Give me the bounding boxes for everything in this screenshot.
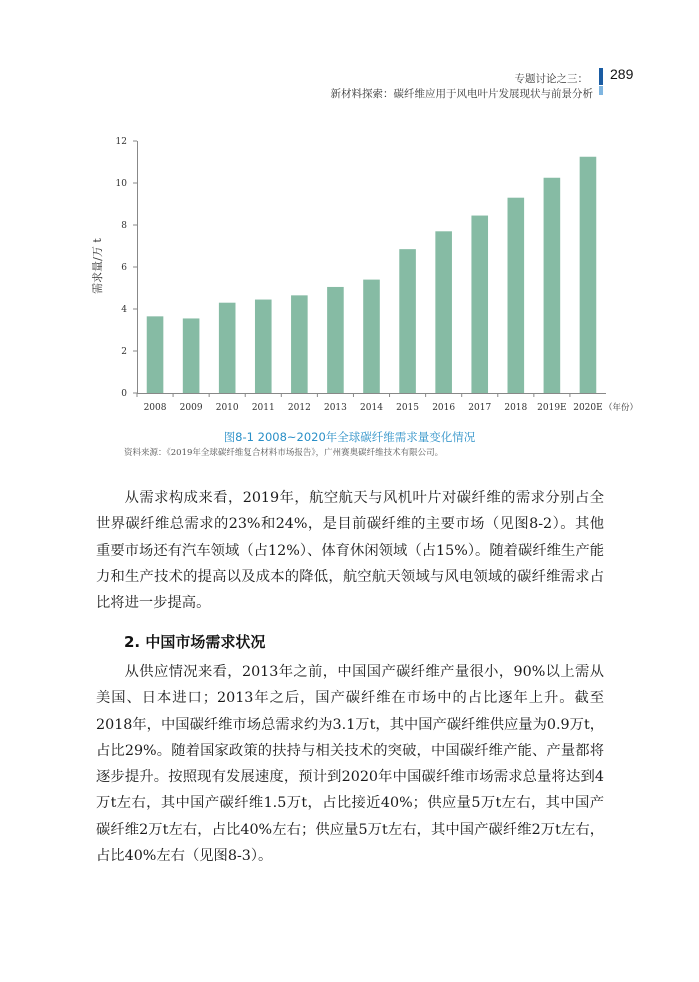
bar-2009	[183, 318, 200, 393]
header-subtitle: 新材料探索：碳纤维应用于风电叶片发展现状与前景分析	[330, 88, 593, 100]
y-tick-label: 4	[121, 305, 127, 315]
bar-2015	[399, 249, 416, 393]
y-tick-label: 12	[115, 137, 127, 147]
x-tick-label: 2009	[179, 403, 203, 413]
y-tick-label: 10	[115, 179, 127, 189]
paragraph-text: 从需求构成来看，2019年，航空航天与风机叶片对碳纤维的需求分别占全世界碳纤维总需求的23%和24%，是目前碳纤维的主要市场（见图8-2）。其他重要市场还有汽车领域（占12%）、体育休闲领域（占15%）。随着碳纤维生产能力和生产技术的提高以及成本的降低，航空航天领域与风电领域的碳纤维需求占比将进一步提高。	[96, 490, 604, 612]
bar-2011	[255, 300, 272, 393]
bar-2018	[508, 198, 525, 393]
x-axis-unit: （年份）	[604, 403, 639, 413]
y-tick-label: 2	[121, 347, 127, 357]
y-tick-label: 8	[121, 221, 127, 231]
x-tick-label: 2014	[360, 403, 383, 413]
x-tick-label: 2017	[468, 403, 492, 413]
bar-2020E	[580, 157, 597, 393]
paragraph-demand-composition	[96, 485, 604, 616]
bar-2019E	[544, 178, 561, 393]
x-tick-label: 2010	[215, 403, 239, 413]
header-section: 专题讨论之三：	[514, 73, 588, 85]
bar-2014	[363, 280, 380, 393]
x-tick-label: 2008	[143, 403, 167, 413]
x-tick-label: 2012	[287, 403, 311, 413]
demand-bar-chart	[0, 0, 699, 425]
y-axis-label: 需求量/万 t	[91, 238, 104, 294]
x-tick-label: 2020E	[573, 403, 603, 413]
paragraph-china-supply	[96, 659, 604, 869]
figure-source: 资料来源：《2019年全球碳纤维复合材料市场报告》，广州赛奥碳纤维技术有限公司。	[124, 448, 444, 458]
bar-2012	[291, 295, 308, 393]
bar-2016	[435, 231, 452, 393]
x-tick-label: 2011	[251, 403, 275, 413]
x-tick-label: 2018	[504, 403, 528, 413]
figure-caption: 图8-1 2008~2020年全球碳纤维需求量变化情况	[223, 430, 476, 444]
paragraph-text: 从供应情况来看，2013年之前，中国国产碳纤维产量很小，90%以上需从美国、日本进口；2013年之后，国产碳纤维在市场中的占比逐年上升。截至2018年，中国碳纤维市场总需求约为3.1万t，其中国产碳纤维供应量为0.9万t，占比29%。随着国家政策的扶持与相关技术的突破，中国碳纤维产能、产量都将逐步提升。按照现有发展速度，预计到2020年中国碳纤维市场需求总量将达到4万t左右，其中国产碳纤维1.5万t，占比接近40%；供应量5万t左右，其中国产碳纤维2万t左右，占比40%左右；供应量5万t左右，其中国产碳纤维2万t左右，占比40%左右（见图8-3）。	[96, 664, 604, 865]
bar-2008	[147, 316, 164, 393]
x-tick-label: 2019E	[537, 403, 567, 413]
y-tick-label: 0	[121, 389, 127, 399]
y-tick-label: 6	[121, 263, 127, 273]
x-tick-label: 2016	[432, 403, 456, 413]
x-tick-label: 2013	[323, 403, 347, 413]
section-heading: 2. 中国市场需求状况	[124, 633, 266, 651]
bar-2010	[219, 303, 236, 393]
bar-2013	[327, 287, 344, 393]
x-tick-label: 2015	[396, 403, 420, 413]
bar-2017	[471, 216, 488, 393]
page-number: 289	[610, 66, 634, 82]
